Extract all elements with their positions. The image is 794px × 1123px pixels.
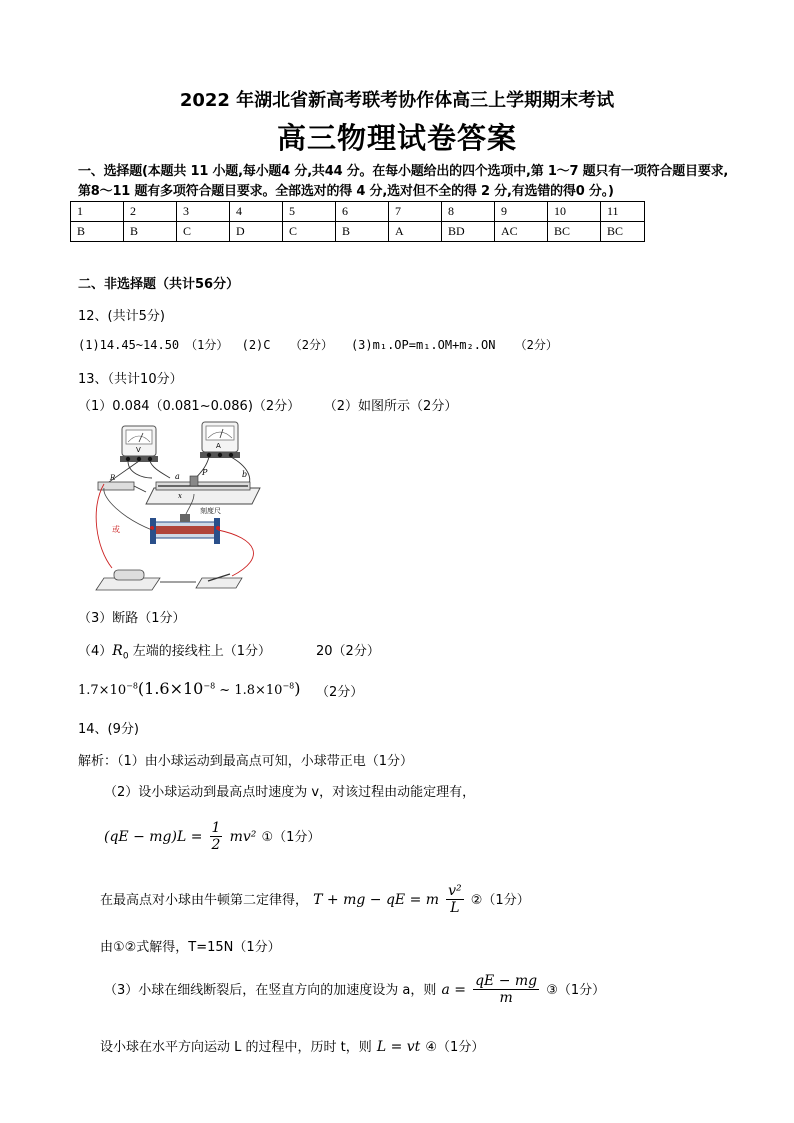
question-number-cell: 5 <box>283 202 336 222</box>
q14-analysis1: 解析：（1）由小球运动到最高点可知，小球带正电（1分） <box>78 754 414 769</box>
voltmeter <box>120 426 158 462</box>
answer-cell: AC <box>495 222 548 242</box>
q13-label: 13、（共计10分） <box>78 372 183 387</box>
eq2-tag: ②（1分） <box>470 893 530 908</box>
eq3-left: a = <box>441 982 466 998</box>
q13-answer-line5 <box>78 679 300 698</box>
part1-instruction-line1: 一、选择题(本题共 11 小题,每小题4 分,共44 分。在每小题给出的四个选项中,第 1～7 题只有一项符合题目要求, <box>78 164 729 179</box>
scale-label: 刻度尺 <box>200 507 221 515</box>
label-b: b <box>242 470 248 479</box>
range-open: (1.6×10 <box>137 679 204 698</box>
answer-table-answer-row <box>71 222 645 242</box>
question-number-cell: 1 <box>71 202 124 222</box>
switch <box>196 574 242 588</box>
question-number-cell: 11 <box>601 202 645 222</box>
circuit-diagram <box>82 418 272 594</box>
eq3-prefix: （3）小球在细线断裂后，在竖直方向的加速度设为 a，则 <box>104 983 437 998</box>
label-r: R <box>110 474 116 482</box>
question-number-cell: 8 <box>442 202 495 222</box>
ammeter <box>200 422 240 458</box>
voltmeter-label: V <box>136 446 141 454</box>
q14-label: 14、(9分) <box>78 722 139 737</box>
q14-result: 由①②式解得，T=15N（1分） <box>100 940 281 955</box>
eq4-prefix: 设小球在水平方向运动 L 的过程中，历时 t，则 <box>100 1040 372 1055</box>
eq2-denominator: L <box>450 900 460 916</box>
q13-line4-prefix: （4） <box>78 644 113 659</box>
question-number-cell: 6 <box>336 202 389 222</box>
q13-answer-line3: （3）断路（1分） <box>78 611 186 626</box>
eq1-tag: ①（1分） <box>261 830 321 845</box>
part2-heading: 二、非选择题（共计56分） <box>78 277 240 292</box>
answer-cell: B <box>336 222 389 242</box>
eq3-numerator: qE − mg <box>475 973 538 989</box>
question-number-cell: 7 <box>389 202 442 222</box>
eq3-tag: ③（1分） <box>546 983 606 998</box>
q13-answer-line1: （1）0.084（0.081~0.086)（2分） （2）如图所示（2分） <box>78 399 458 414</box>
answer-cell: A <box>389 222 442 242</box>
sliding-rheostat <box>150 514 220 544</box>
ammeter-label: A <box>216 442 221 450</box>
eq2-prefix: 在最高点对小球由牛顿第二定律得， <box>100 893 309 908</box>
answer-cell: B <box>71 222 124 242</box>
q12-label: 12、(共计5分) <box>78 309 165 324</box>
q13-line4-score: 20（2分） <box>316 644 380 659</box>
q13-line5-score: （2分） <box>316 685 364 700</box>
answer-cell: BC <box>601 222 645 242</box>
resistor-r <box>98 474 134 490</box>
resistance-wire-board <box>146 468 260 515</box>
q14-equation1 <box>104 820 320 853</box>
answer-cell: BC <box>548 222 601 242</box>
range-mid: ~ 1.8×10 <box>215 683 283 698</box>
answer-cell: C <box>177 222 230 242</box>
label-a: a <box>175 472 180 481</box>
eq2-numerator: v² <box>448 883 462 899</box>
eq1-left: (qE − mg)L = <box>104 829 203 845</box>
exam-title: 2022 年湖北省新高考联考协作体高三上学期期末考试 <box>179 90 615 111</box>
label-x: x <box>178 492 182 500</box>
q13-line4-text: 左端的接线柱上（1分） <box>128 644 271 659</box>
exp2: −8 <box>203 681 216 691</box>
eq4-tag: ④（1分） <box>425 1040 485 1055</box>
answer-cell: B <box>124 222 177 242</box>
answer-sheet-title: 高三物理试卷答案 <box>276 121 517 155</box>
q14-equation2 <box>100 883 530 916</box>
eq3-denominator: m <box>499 990 513 1006</box>
exp3: −8 <box>282 681 295 691</box>
r0-subscript: 0 <box>122 651 129 662</box>
eq1-numerator: 1 <box>211 820 221 836</box>
eq4: L = vt <box>376 1039 421 1055</box>
question-number-cell: 3 <box>177 202 230 222</box>
question-number-cell: 4 <box>230 202 283 222</box>
answer-cell: C <box>283 222 336 242</box>
question-number-cell: 2 <box>124 202 177 222</box>
answer-table <box>70 201 645 242</box>
q14-equation4 <box>100 1036 484 1055</box>
q13-answer-line4 <box>78 640 271 662</box>
label-p: P <box>202 468 208 477</box>
range-close: ) <box>294 679 301 698</box>
q14-equation3 <box>104 973 605 1006</box>
eq2-fraction <box>446 883 464 916</box>
r0-symbol: R <box>112 643 123 659</box>
battery <box>96 570 160 590</box>
eq1-denominator: 2 <box>211 837 221 853</box>
eq1-fraction <box>210 820 223 853</box>
resistivity-value: 1.7×10 <box>78 683 127 698</box>
answer-table-number-row <box>71 202 645 222</box>
answer-cell: D <box>230 222 283 242</box>
red-or-mark: 或 <box>112 525 120 534</box>
answer-cell: BD <box>442 222 495 242</box>
question-number-cell: 9 <box>495 202 548 222</box>
q12-answer-line: (1)14.45~14.50 （1分） (2)C （2分） (3)m₁.OP=m₁.OM+m₂.ON （2分） <box>78 338 558 352</box>
question-number-cell: 10 <box>548 202 601 222</box>
eq3-fraction <box>473 973 539 1006</box>
eq1-right: mv² <box>229 829 257 845</box>
q14-analysis2: （2）设小球运动到最高点时速度为 v，对该过程由动能定理有， <box>104 785 476 800</box>
part1-instruction-line2: 第8～11 题有多项符合题目要求。全部选对的得 4 分,选对但不全的得 2 分,有选错的得0 分。) <box>78 184 614 199</box>
exp1: −8 <box>126 681 138 691</box>
eq2-left: T + mg − qE = m <box>313 892 440 908</box>
